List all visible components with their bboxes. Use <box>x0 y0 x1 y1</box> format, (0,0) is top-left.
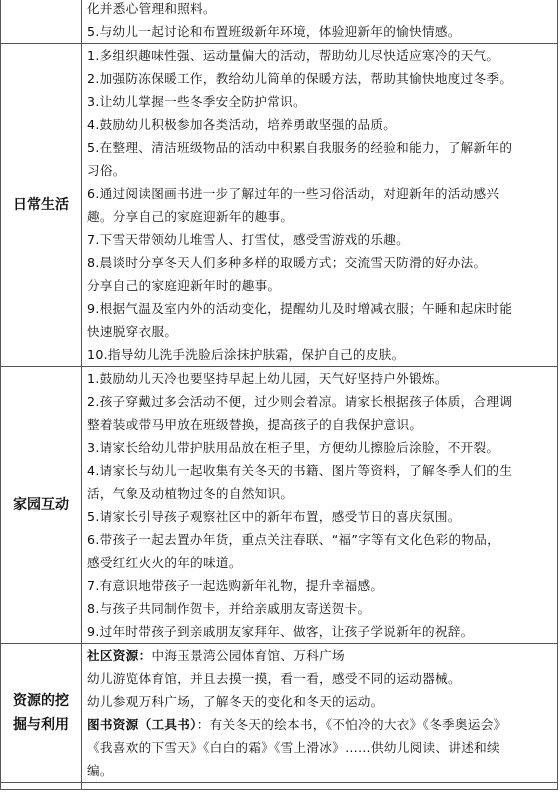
section-daily-life <box>1 44 558 367</box>
content-line: 5.与幼儿一起讨论和布置班级新年环境，体验迎新年的愉快情感。 <box>87 24 461 39</box>
content-line: 编。 <box>87 763 113 778</box>
content-line: 9.过年时带孩子到亲戚朋友家拜年、做客，让孩子学说新年的祝辞。 <box>87 624 474 639</box>
content-line: 4.鼓励幼儿积极参加各类活动，培养勇敢坚强的品质。 <box>87 117 397 132</box>
content-line: 7.有意识地带孩子一起选购新年礼物，提升幸福感。 <box>87 578 384 593</box>
section-content <box>82 44 558 367</box>
content-line: 《我喜欢的下雪天》《白白的霜》《雪上滑冰》……供幼儿阅读、讲述和续 <box>87 740 500 755</box>
content-line: 9.根据气温及室内外的活动变化，提醒幼儿及时增减衣服；午睡和起床时能 <box>87 301 513 316</box>
section-content <box>82 644 558 783</box>
content-line: 幼儿游览体育馆，并且去摸一摸，看一看，感受不同的运动器械。 <box>87 671 461 686</box>
community-resources-line <box>87 644 553 667</box>
category-cell <box>1 44 82 367</box>
section-home-interaction <box>1 367 558 644</box>
content-line: 活，气象及动植物过冬的自然知识。 <box>87 486 294 501</box>
category-title: 日常生活 <box>13 197 69 213</box>
content-line: 感受红红火火的年的味道。 <box>87 555 242 570</box>
community-resources-text: 中海玉景湾公园体育馆、万科广场 <box>151 648 345 663</box>
content-line: 8.与孩子共同制作贺卡，并给亲戚朋友寄送贺卡。 <box>87 601 371 616</box>
content-line: 7.下雪天带领幼儿堆雪人、打雪仗，感受雪游戏的乐趣。 <box>87 232 410 247</box>
category-title-line2: 掘与利用 <box>13 717 69 733</box>
content-line: 8.晨谈时分享冬天人们多种多样的取暖方式；交流雪天防滑的好办法。 <box>87 255 487 270</box>
table-tail-row <box>1 783 558 790</box>
category-cell <box>1 367 82 644</box>
content-line: 习俗。 <box>87 163 126 178</box>
category-title: 家园互动 <box>13 497 69 513</box>
category-cell-empty <box>1 0 82 44</box>
content-line: 5.在整理、清洁班级物品的活动中积累自我服务的经验和能力，了解新年的 <box>87 140 513 155</box>
book-resources-label: 图书资源（工具书） <box>87 717 197 732</box>
content-line: 2.加强防冻保暖工作，教给幼儿简单的保暖方法，帮助其愉快地度过冬季。 <box>87 71 513 86</box>
content-line: 整着装或带马甲放在班级替换，提高孩子的自我保护意识。 <box>87 417 423 432</box>
section-content <box>82 367 558 644</box>
content-line: 5.请家长引导孩子观察社区中的新年布置，感受节日的喜庆氛围。 <box>87 509 461 524</box>
content-line: 3.请家长给幼儿带护肤用品放在柜子里，方便幼儿擦脸后涂脸，不开裂。 <box>87 440 500 455</box>
content-line: 幼儿参观万科广场，了解冬天的变化和冬天的运动。 <box>87 694 384 709</box>
content-line: 分享自己的家庭迎新年时的趣事。 <box>87 278 281 293</box>
section-top <box>1 0 558 44</box>
category-cell <box>1 644 82 783</box>
book-resources-line <box>87 713 553 736</box>
content-line: 4.请家长与幼儿一起收集有关冬天的书籍、图片等资料，了解冬季人们的生 <box>87 463 513 478</box>
content-line: 快速脱穿衣服。 <box>87 324 178 339</box>
content-line: 6.通过阅读图画书进一步了解过年的一些习俗活动，对迎新年的活动感兴 <box>87 186 500 201</box>
book-resources-text: ：有关冬天的绘本书，《不怕冷的大衣》《冬季奥运会》 <box>196 717 507 732</box>
content-line: 1.鼓励幼儿天冷也要坚持早起上幼儿园，天气好坚持户外锻炼。 <box>87 371 448 386</box>
content-line: 10.指导幼儿洗手洗脸后涂抹护肤霜，保护自己的皮肤。 <box>87 347 405 362</box>
content-line: 3.让幼儿掌握一些冬季安全防护常识。 <box>87 94 306 109</box>
content-line: 6.带孩子一起去置办年货，重点关注春联、“福”字等有文化色彩的物品， <box>87 532 501 547</box>
tail-cell <box>82 783 558 790</box>
content-line: 2.孩子穿戴过多会活动不便，过少则会着凉。请家长根据孩子体质，合理调 <box>87 394 513 409</box>
content-line: 1.多组织趣味性强、运动量偏大的活动，帮助幼儿尽快适应寒冷的天气。 <box>87 48 500 63</box>
content-line: 趣。分享自己的家庭迎新年的趣事。 <box>87 209 294 224</box>
category-title-line1: 资源的挖 <box>13 693 69 709</box>
content-line: 化并悉心管理和照料。 <box>87 1 216 16</box>
community-resources-label: 社区资源： <box>87 648 152 663</box>
section-resources <box>1 644 558 783</box>
section-content <box>82 0 558 44</box>
tail-cell <box>1 783 82 790</box>
